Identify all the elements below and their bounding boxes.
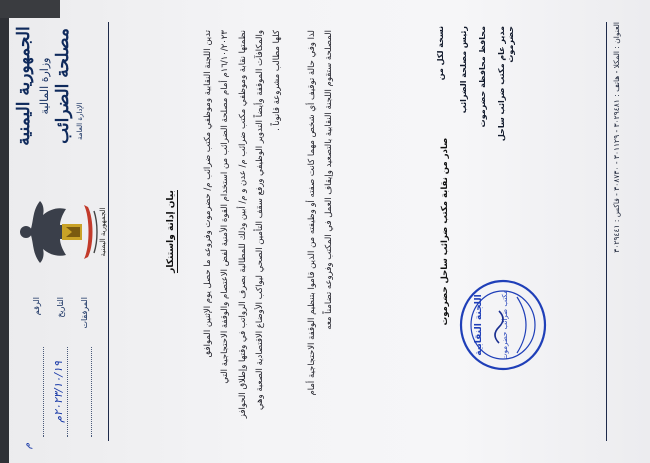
copies-heading: نسخة لكل من <box>436 26 445 81</box>
date-label: التاريخ <box>55 297 65 318</box>
body-line <box>286 30 303 435</box>
body-line: نظمتها نقابة وموظفي مكتب ضرائب م/ عدن و م/ أبين وذلك للمطالبة بصرف الرواتب في وقتها وإطلاق الحوافز <box>237 30 248 419</box>
copy-recipient: رئيس مصلحة الضرائب <box>459 26 468 114</box>
attachments-label: المرفقات <box>79 297 89 329</box>
letter-meta <box>24 297 96 437</box>
date-row <box>48 297 72 437</box>
handwritten-mark: م <box>22 442 33 449</box>
attachments-value <box>77 347 92 437</box>
letterhead-right <box>14 26 84 146</box>
stamp-outer-text: اللجنة النقابية <box>474 294 484 356</box>
attachments-row <box>72 297 96 437</box>
issuer-line: صادر من نقابة مكتب ضرائب ساحل حضرموت <box>440 137 450 326</box>
footer-divider <box>606 22 607 441</box>
statement-body <box>200 30 338 435</box>
ref-value <box>29 347 44 437</box>
union-stamp-icon <box>455 277 551 373</box>
body-line: كلها مطالب مشروعة قانوناً . <box>272 30 283 131</box>
body-line: والمكافآت الموقفة وأيضاً التدوير الوظيفي ورفع سقف التأمين الصحي ليواكب الأوضاع الاقتصادية الصعبة وهي <box>254 30 265 411</box>
copy-recipient: محافظ محافظة حضرموت <box>478 26 487 128</box>
ref-row <box>24 297 48 437</box>
statement-title: بيان إدانة واستنكار <box>166 190 176 273</box>
yemen-eagle-emblem-icon <box>16 191 108 273</box>
stamp-inner-text: مكتب ضرائب حضرموت <box>501 290 509 360</box>
header-divider <box>108 22 109 441</box>
copy-recipient: مدير عام مكتب ضرائب ساحل حضرموت <box>497 26 515 142</box>
gov-name: الجمهورية اليمنية <box>14 26 34 146</box>
copies-to <box>436 26 525 176</box>
date-value: ٢٠٢٣/١٠/١٩م <box>52 347 68 437</box>
department-name: الإدارة العامة <box>76 102 84 140</box>
body-line: لذا وفي حالة توقيف أي شخص مهما كانت صفته أو وظيفته من الذين قاموا بتنظيم الوقفة الاحتجاجية أمام <box>306 30 317 396</box>
ref-label: الرقم <box>31 297 41 316</box>
footer-address: العنوان : المكلا - هاتف : ٣٠٢٩٤٨١ - ٣٠١١٢٩ - ٣٠٨٧٣٠ - فاكس : ٣٠٢٩٤٤١ <box>612 22 621 253</box>
body-line: ١٦/١٠/٢٠٢٣م أمام مصلحة الضرائب من استخدام القوة الأمنية لفض الاعتصام والوقفة الاحتجاجية التي <box>220 30 231 384</box>
body-line: المصلحة ستقوم اللجنة النقابية بالتصعيد وإيقاف العمل في المكتب وفروعه تضامناً معه <box>324 30 335 330</box>
ministry-name: وزارة المالية <box>38 57 51 115</box>
emblem-caption: الجمهورية اليمنية <box>99 207 107 257</box>
authority-name: مصلحة الضرائب <box>53 28 73 144</box>
body-line: تدين اللجنة النقابية وموظفي مكتب ضرائب م/ حضرموت وفروعه ما حصل يوم الإثنين الموافق <box>203 30 213 358</box>
